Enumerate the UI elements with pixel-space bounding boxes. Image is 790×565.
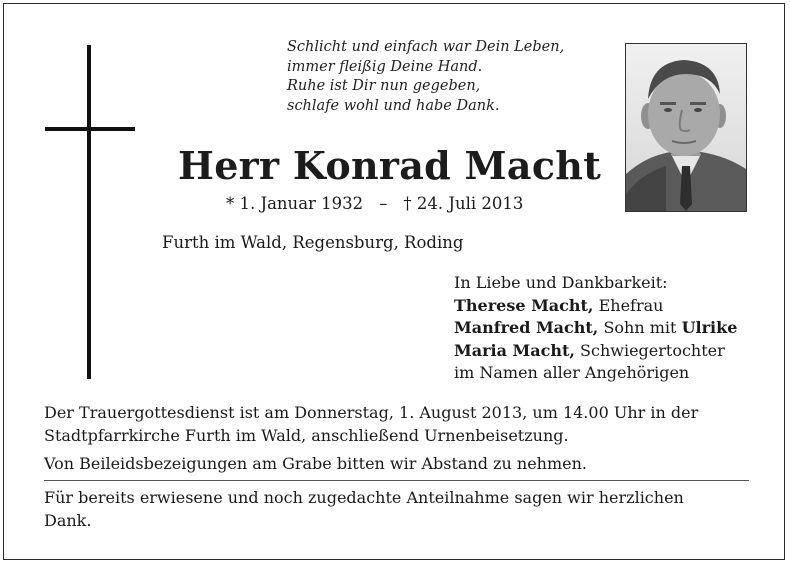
mourner-name: Therese Macht, — [454, 295, 594, 315]
portrait-icon — [626, 44, 746, 211]
mourners-closing: im Namen aller Angehörigen — [454, 363, 690, 382]
service-info — [44, 401, 698, 475]
service-line: Von Beileidsbezeigungen am Grabe bitten wir Abstand zu nehmen. — [44, 454, 588, 473]
poem-line: immer fleißig Deine Hand. — [287, 58, 483, 75]
service-line: Der Trauergottesdienst ist am Donnerstag, 1. August 2013, um 14.00 Uhr in der — [44, 403, 699, 422]
poem-line: schlafe wohl und habe Dank. — [287, 97, 500, 114]
mourner-role: Schwiegertochter — [574, 340, 725, 360]
life-dates — [226, 194, 523, 213]
mourner-line — [454, 295, 737, 318]
date-separator: – — [379, 194, 388, 213]
places: Furth im Wald, Regensburg, Roding — [162, 233, 464, 252]
poem-line: Schlicht und einfach war Dein Leben, — [287, 39, 565, 55]
birth-date: * 1. Januar 1932 — [226, 194, 364, 213]
deceased-name: Herr Konrad Macht — [178, 143, 602, 188]
poem — [287, 38, 564, 116]
mourners-block — [454, 272, 737, 385]
mourner-role: Ehefrau — [593, 295, 664, 315]
divider — [44, 480, 749, 481]
mourner-line — [454, 340, 737, 363]
portrait-photo — [625, 43, 747, 212]
thanks-text — [44, 486, 684, 532]
service-line: Stadtpfarrkirche Furth im Wald, anschließend Urnenbeisetzung. — [44, 426, 569, 445]
mourner-role: Sohn mit — [598, 318, 682, 337]
death-date: † 24. Juli 2013 — [403, 194, 524, 213]
mourners-intro: In Liebe und Dankbarkeit: — [454, 273, 668, 292]
thanks-line: Für bereits erwiesene und noch zugedachte Anteilnahme sagen wir herzlichen — [44, 488, 684, 507]
mourner-name: Maria Macht, — [454, 340, 575, 360]
poem-line: Ruhe ist Dir nun gegeben, — [287, 78, 481, 94]
mourner-name: Manfred Macht, — [454, 318, 599, 337]
mourner-name: Ulrike — [681, 318, 738, 337]
mourner-line — [454, 317, 737, 340]
thanks-line: Dank. — [44, 511, 92, 530]
